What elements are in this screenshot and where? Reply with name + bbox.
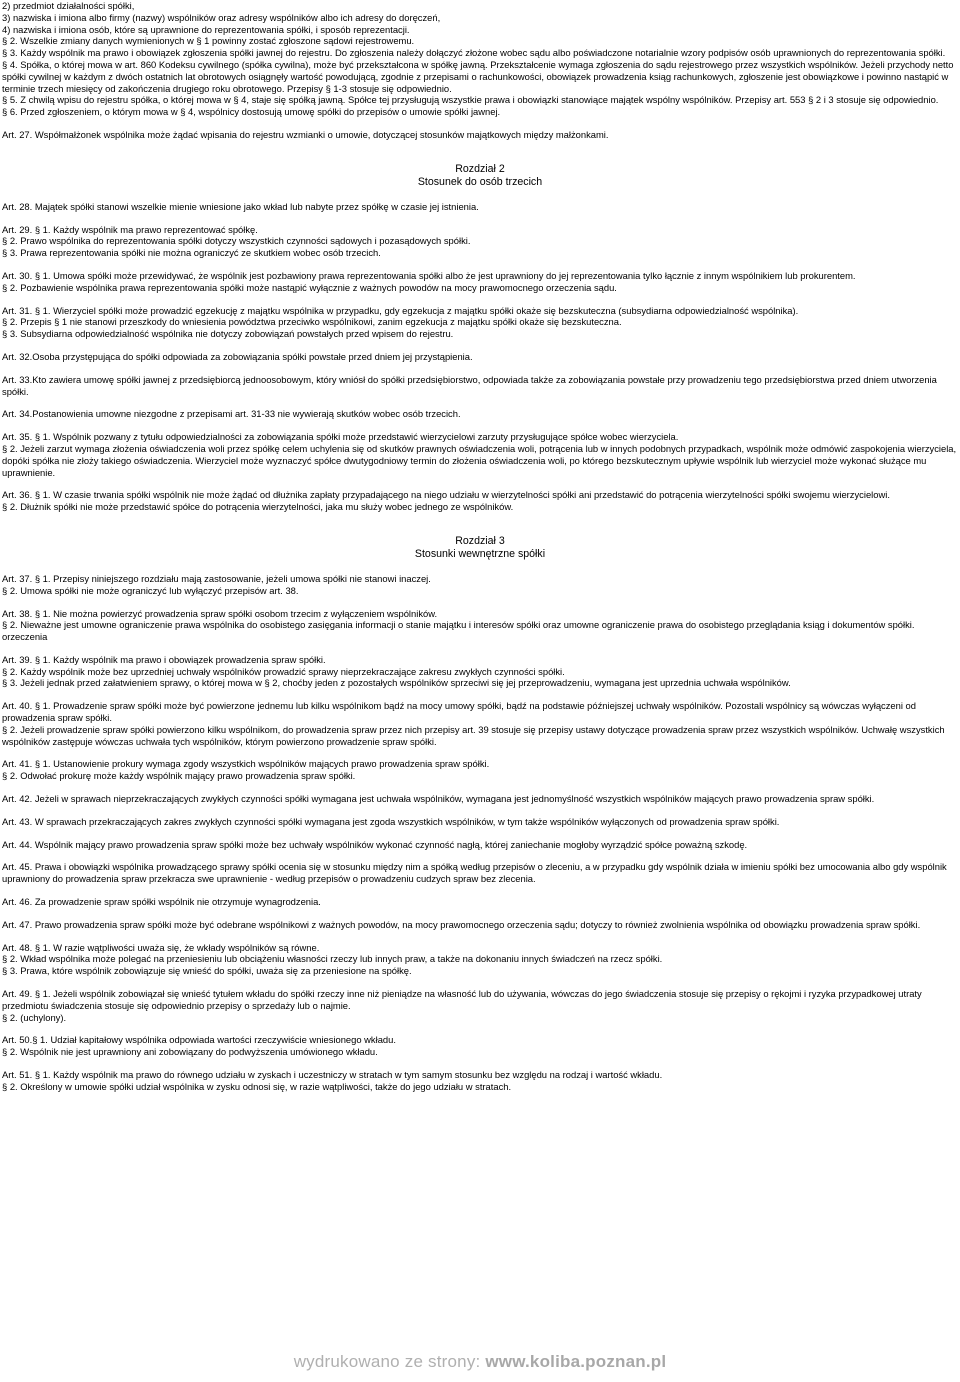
paragraph: Art. 36. § 1. W czasie trwania spółki wspólnik nie może żądać od dłużnika zapłaty przypadającego na niego udziału w wierzytelności spółki ani przedstawić do potrącenia wierzytelności spółki swojemu wierzycielowi. <box>2 489 890 501</box>
paragraph: § 2. Pozbawienie wspólnika prawa reprezentowania spółki może nastąpić wyłącznie z ważnych powodów na mocy prawomocnego orzeczenia sądu. <box>2 281 617 293</box>
paragraph: § 2. Prawo wspólnika do reprezentowania spółki dotyczy wszystkich czynności sądowych i pozasądowych spółki. <box>2 235 471 247</box>
paragraph: 3) nazwiska i imiona albo firmy (nazwy) wspólników oraz adresy wspólników albo ich adresy do doręczeń, <box>2 11 441 23</box>
paragraph: § 3. Jeżeli jednak przed załatwieniem sprawy, o której mowa w § 2, choćby jeden z pozostałych wspólników sprzeciwi się jej przeprowadzeniu, wymagana jest uprzednia uchwała wspólników. <box>2 677 791 689</box>
paragraph: § 2. Jeżeli prowadzenie spraw spółki powierzono kilku wspólnikom, do prowadzenia spraw przez nich przepisy art. 39 stosuje się przepisy ustawy dotyczące prowadzenia spraw przez wszystkich wspólników. Uchwałę wszystkich wspólników zastępuje wówczas uchwała tych wspólników, którym powierzono prowadzenie spraw spółki. <box>2 723 945 747</box>
paragraph-spacer <box>2 294 958 305</box>
paragraph: Art. 29. § 1. Każdy wspólnik ma prawo reprezentować spółkę. <box>2 223 258 235</box>
paragraph: § 2. Wkład wspólnika może polegać na przeniesieniu lub obciążeniu własności rzeczy lub innych praw, a także na dokonaniu innych świadczeń na rzecz spółki. <box>2 953 663 965</box>
paragraph-spacer <box>2 908 958 919</box>
footer-prefix: wydrukowano ze strony: <box>293 1352 486 1371</box>
paragraph: § 5. Z chwilą wpisu do rejestru spółka, o której mowa w § 4, staje się spółką jawną. Spółce tej przysługują wszystkie prawa i obowiązki stanowiące majątek wspólny wspólników. Przepisy art. 553 § 2 i 3 stosuje się odpowiednio. <box>2 94 939 106</box>
chapter-heading: Rozdział 3 <box>455 534 505 547</box>
paragraph: Art. 27. Współmałżonek wspólnika może żądać wpisania do rejestru wzmianki o umowie, dotyczącej stosunków majątkowych między małżonkami. <box>2 128 609 140</box>
paragraph: Art. 32.Osoba przystępująca do spółki odpowiada za zobowiązania spółki powstałe przed dniem jej przystąpienia. <box>2 350 473 362</box>
section-spacer <box>2 513 958 535</box>
paragraph: Art. 33.Kto zawiera umowę spółki jawnej z przedsiębiorcą jednoosobowym, który wniósł do spółki przedsiębiorstwo, odpowiada także za zobowiązania powstałe przy prowadzeniu tego przedsiębiorstwa przed dniem utworzenia spółki. <box>2 373 937 397</box>
paragraph: § 2. Jeżeli zarzut wymaga złożenia oświadczenia woli przez spółkę celem uchylenia się od skutków prawnych oświadczenia woli, potrącenia lub w innych podobnych przypadkach, wspólnik może odmówić zaspokojenia wierzyciela, dopóki spółka nie złoży takiego oświadczenia. Wierzyciel może wyznaczyć spółce dwutygodniowy termin do złożenia oświadczenia woli, po którego bezskutecznym upływie wspólnik lub wierzyciel może wykonać służące mu uprawnienie. <box>2 442 957 478</box>
paragraph: Art. 38. § 1. Nie można powierzyć prowadzenia spraw spółki osobom trzecim z wyłączeniem wspólników. <box>2 607 438 619</box>
paragraph-spacer <box>2 747 958 758</box>
paragraph-spacer <box>2 340 958 351</box>
paragraph: § 2. Każdy wspólnik może bez uprzedniej uchwały wspólników prowadzić sprawy nieprzekraczające zakresu zwykłych czynności spółki. <box>2 665 565 677</box>
paragraph-spacer <box>2 259 958 270</box>
paragraph-spacer <box>2 1023 958 1034</box>
section-spacer <box>2 141 958 163</box>
paragraph-spacer <box>2 643 958 654</box>
paragraph: § 3. Prawa reprezentowania spółki nie można ograniczyć ze skutkiem wobec osób trzecich. <box>2 247 381 259</box>
paragraph: Art. 42. Jeżeli w sprawach nieprzekraczających zwykłych czynności spółki wymagana jest uchwała wspólników, wymagana jest jednomyślność wszystkich wspólników mających prawo prowadzenia spraw spółki. <box>2 793 875 805</box>
paragraph-spacer <box>2 850 958 861</box>
footer-site-link[interactable]: www.koliba.poznan.pl <box>485 1352 667 1371</box>
paragraph: Art. 46. Za prowadzenie spraw spółki wspólnik nie otrzymuje wynagrodzenia. <box>2 896 321 908</box>
paragraph: § 2. Wspólnik nie jest uprawniony ani zobowiązany do podwyższenia umówionego wkładu. <box>2 1046 378 1058</box>
paragraph: § 4. Spółka, o której mowa w art. 860 Kodeksu cywilnego (spółka cywilna), może być przekształcona w spółkę jawną. Przekształcenie wymaga zgłoszenia do sądu rejestrowego przez wszystkich wspólników. Jeżeli przychody netto spółki cywilnej w każdym z dwóch ostatnich lat obrotowych osiągnęły wartość powodującą, zgodnie z przepisami o rachunkowości, obowiązek prowadzenia ksiąg rachunkowych, zgłoszenie jest obowiązkowe i powinno nastąpić w terminie trzech miesięcy od zakończenia drugiego roku obrotowego. Przepisy § 1-3 stosuje się odpowiednio. <box>2 58 954 94</box>
paragraph-spacer <box>2 363 958 374</box>
chapter-heading: Stosunki wewnętrzne spółki <box>414 548 546 561</box>
paragraph: 4) nazwiska i imiona osób, które są uprawnione do reprezentowania spółki, i sposób reprezentacji. <box>2 23 410 35</box>
paragraph-spacer <box>2 597 958 608</box>
paragraph-spacer <box>2 931 958 942</box>
print-footer <box>0 1342 960 1382</box>
paragraph: § 2. Przepis § 1 nie stanowi przeszkody do wniesienia powództwa przeciwko wspólnikowi, zanim egzekucja z majątku spółki okaże się bezskuteczna. <box>2 316 622 328</box>
paragraph: § 2. Umowa spółki nie może ograniczyć lub wyłączyć przepisów art. 38. <box>2 584 299 596</box>
paragraph: Art. 30. § 1. Umowa spółki może przewidywać, że wspólnik jest pozbawiony prawa reprezentowania spółki albo że jest uprawniony do jej reprezentowania tylko łącznie z innym wspólnikiem lub prokurentem. <box>2 269 856 281</box>
paragraph: § 3. Prawa, które wspólnik zobowiązuje się wnieść do spółki, uważa się za przeniesione na spółkę. <box>2 965 412 977</box>
paragraph: Art. 34.Postanowienia umowne niezgodne z przepisami art. 31-33 nie wywierają skutków wobec osób trzecich. <box>2 408 461 420</box>
paragraph: § 2. Odwołać prokurę może każdy wspólnik mający prawo prowadzenia spraw spółki. <box>2 770 356 782</box>
paragraph-spacer <box>2 885 958 896</box>
paragraph-spacer <box>2 213 958 224</box>
paragraph: Art. 47. Prawo prowadzenia spraw spółki może być odebrane wspólnikowi z ważnych powodów, na mocy prawomocnego orzeczenia sądu; dotyczy to również zwolnienia wspólnika od obowiązku prowadzenia spraw spółki. <box>2 918 921 930</box>
paragraph: § 2. Wszelkie zmiany danych wymienionych w § 1 powinny zostać zgłoszone sądowi rejestrowemu. <box>2 35 415 47</box>
paragraph: § 3. Każdy wspólnik ma prawo i obowiązek zgłoszenia spółki jawnej do rejestru. Do zgłoszenia należy dołączyć złożone wobec sądu albo poświadczone notarialnie wzory podpisów osób uprawnionych do reprezentowania spółki. <box>2 47 946 59</box>
paragraph-spacer <box>2 977 958 988</box>
paragraph: Art. 35. § 1. Wspólnik pozwany z tytułu odpowiedzialności za zobowiązania spółki może przedstawić wierzycielowi zarzuty przysługujące spółce wobec wierzyciela. <box>2 431 679 443</box>
paragraph-spacer <box>2 118 958 129</box>
paragraph-spacer <box>2 689 958 700</box>
paragraph: § 3. Subsydiarna odpowiedzialność wspólnika nie dotyczy zobowiązań powstałych przed wpisem do rejestru. <box>2 328 454 340</box>
paragraph-spacer <box>2 478 958 489</box>
chapter-heading: Stosunek do osób trzecich <box>417 176 543 189</box>
paragraph: Art. 50.§ 1. Udział kapitałowy wspólnika odpowiada wartości rzeczywiście wniesionego wkładu. <box>2 1034 396 1046</box>
paragraph: Art. 37. § 1. Przepisy niniejszego rozdziału mają zastosowanie, jeżeli umowa spółki nie stanowi inaczej. <box>2 572 431 584</box>
paragraph-spacer <box>2 562 958 573</box>
paragraph-spacer <box>2 420 958 431</box>
paragraph: Art. 28. Majątek spółki stanowi wszelkie mienie wniesione jako wkład lub nabyte przez spółkę w czasie jej istnienia. <box>2 200 479 212</box>
paragraph: Art. 39. § 1. Każdy wspólnik ma prawo i obowiązek prowadzenia spraw spółki. <box>2 653 326 665</box>
chapter-heading: Rozdział 2 <box>455 162 505 175</box>
paragraph-spacer <box>2 805 958 816</box>
paragraph: Art. 51. § 1. Każdy wspólnik ma prawo do równego udziału w zyskach i uczestniczy w stratach w tym samym stosunku bez względu na rodzaj i wartość wkładu. <box>2 1069 663 1081</box>
paragraph: § 2. Nieważne jest umowne ograniczenie prawa wspólnika do osobistego zasięgania informacji o stanie majątku i interesów spółki oraz umowne ograniczenie prawa do osobistego przeglądania ksiąg i dokumentów spółki. orzeczenia <box>2 619 915 643</box>
paragraph: § 2. Dłużnik spółki nie może przedstawić spółce do potrącenia wierzytelności, jaka mu służy wobec jednego ze wspólników. <box>2 501 514 513</box>
paragraph-spacer <box>2 782 958 793</box>
paragraph: Art. 48. § 1. W razie wątpliwości uważa się, że wkłady wspólników są równe. <box>2 941 320 953</box>
paragraph: § 2. (uchylony). <box>2 1011 67 1023</box>
paragraph: Art. 31. § 1. Wierzyciel spółki może prowadzić egzekucję z majątku wspólnika w przypadku, gdy egzekucja z majątku spółki okaże się bezskuteczna (subsydiarna odpowiedzialność wspólnika). <box>2 304 799 316</box>
paragraph-spacer <box>2 190 958 201</box>
paragraph-spacer <box>2 397 958 408</box>
paragraph: § 6. Przed zgłoszeniem, o którym mowa w § 4, wspólnicy dostosują umowę spółki do przepisów o umowie spółki jawnej. <box>2 106 501 118</box>
paragraph: Art. 45. Prawa i obowiązki wspólnika prowadzącego sprawy spółki ocenia się w stosunku między nim a spółką według przepisów o zleceniu, a w przypadku gdy wspólnik działa w imieniu spółki bez umocowania albo gdy wspólnik uprawniony do prowadzenia spraw przekracza swe uprawnienie - według przepisów o prowadzeniu cudzych spraw bez zlecenia. <box>2 861 947 885</box>
paragraph: § 2. Określony w umowie spółki udział wspólnika w zysku odnosi się, w razie wątpliwości, także do jego udziału w stratach. <box>2 1080 512 1092</box>
paragraph-spacer <box>2 1058 958 1069</box>
paragraph-spacer <box>2 828 958 839</box>
paragraph: Art. 49. § 1. Jeżeli wspólnik zobowiązał się wnieść tytułem wkładu do spółki rzeczy inne niż pieniądze na własność lub do używania, wówczas do jego świadczenia stosuje się przepisy o rękojmi i ryzyka przypadkowej utraty przedmiotu świadczenia stosuje się odpowiednio przepisy o sprzedaży lub o najmie. <box>2 988 922 1011</box>
paragraph: Art. 43. W sprawach przekraczających zakres zwykłych czynności spółki wymagana jest zgoda wszystkich wspólników, w tym także wspólników wyłączonych od prowadzenia spraw spółki. <box>2 815 780 827</box>
paragraph: Art. 41. § 1. Ustanowienie prokury wymaga zgody wszystkich wspólników mających prawo prowadzenia spraw spółki. <box>2 758 490 770</box>
paragraph: Art. 44. Wspólnik mający prawo prowadzenia spraw spółki może bez uchwały wspólników wykonać czynność nagłą, której zaniechanie mogłoby wyrządzić spółce poważną szkodę. <box>2 838 748 850</box>
paragraph: Art. 40. § 1. Prowadzenie spraw spółki może być powierzone jednemu lub kilku wspólnikom bądź na mocy umowy spółki, bądź na podstawie późniejszej uchwały wspólników. Pozostali wspólnicy są wówczas wyłączeni od prowadzenia spraw spółki. <box>2 700 916 724</box>
paragraph: 2) przedmiot działalności spółki, <box>2 0 135 11</box>
